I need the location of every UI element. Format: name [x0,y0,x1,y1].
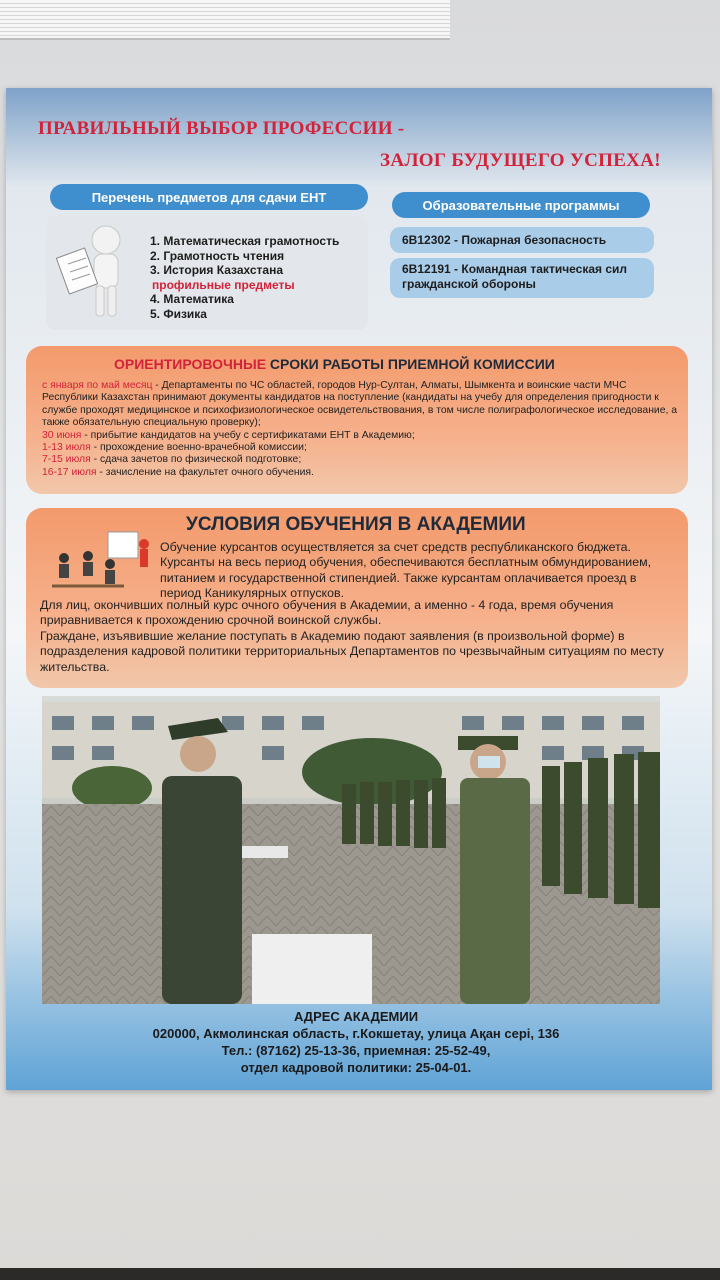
academy-parade-photo [42,696,660,1004]
parade-photo-illustration [42,696,660,1004]
deadline-text: - сдача зачетов по физической подготовке; [90,454,302,466]
classroom-figures-icon [44,530,154,594]
conditions-header: УСЛОВИЯ ОБУЧЕНИЯ В АКАДЕМИИ [186,514,526,535]
deadline-date: 30 июня [42,429,82,441]
deadlines-header-rest: СРОКИ РАБОТЫ ПРИЕМНОЙ КОМИССИИ [266,356,555,372]
subject-item: 3. История Казахстана [150,263,284,278]
poster-title-line1: ПРАВИЛЬНЫЙ ВЫБОР ПРОФЕССИИ - [38,118,405,139]
deadline-date: 16-17 июля [42,466,97,478]
deadlines-header [114,356,555,372]
conditions-panel [26,508,688,688]
paper-stack [0,0,450,40]
conditions-paragraph: Для лиц, окончивших полный курс очного обучения в Академии, а именно - 4 года, время обучения приравнивается к прохождению срочной воинской службы. [40,598,614,628]
poster [6,88,712,1090]
deadlines-list [42,380,678,479]
deadline-text: - зачисление на факультет очного обучения. [96,466,314,478]
program-item: 6B12191 - Командная тактическая сил гражданской обороны [390,258,654,298]
deadline-text: - прибытие кандидатов на учебу с сертификатами ЕНТ в Академию; [81,429,415,441]
ent-subjects-header: Перечень предметов для сдачи ЕНТ [50,184,368,210]
program-item: 6B12302 - Пожарная безопасность [390,227,654,253]
deadline-item [42,454,678,466]
profile-subjects-label: профильные предметы [152,277,295,292]
subject-item: 2. Грамотность чтения [150,248,285,263]
subject-item: 1. Математическая грамотность [150,234,340,248]
address-header: АДРЕС АКАДЕМИИ [293,1009,419,1024]
conditions-paragraphs-block [40,598,680,675]
deadline-item [42,467,678,479]
deadline-text: - прохождение военно-врачебной комиссии; [90,442,307,454]
deadline-item [42,430,678,442]
poster-title-line2: ЗАЛОГ БУДУЩЕГО УСПЕХА! [380,150,661,171]
deadline-text: - Департаменты по ЧС областей, городов Нур-Султан, Алматы, Шымкента и воинские части МЧС Республики Казахстан принимают документы кандидатов на поступление (кандидаты на учебу для определения пригодности к службе проходят медицинское и психофизиологическое освидетельствования, в том числе полиграфологическое исследование, а также обязательную специальную проверку); [42,380,678,429]
deadline-date: 1-13 июля [42,442,91,454]
deadline-date: с января по май месяц [42,380,153,391]
deadline-item [42,442,678,454]
subjects-card [46,216,368,330]
subject-item: 4. Математика [150,292,234,307]
deadline-date: 7-15 июля [42,454,91,466]
deadline-item [42,380,678,430]
subjects-list [150,234,339,322]
conditions-paragraph: Обучение курсантов осуществляется за счет средств республиканского бюджета. Курсанты на весь период обучения, обеспечиваются бесплатным обмундированием, питанием и государственной стипендией. Также курсантам оплачивается проезд в период Каникулярных отпусков. [160,540,652,601]
subject-item: 5. Физика [150,306,207,321]
address-line: 020000, Акмолинская область, г.Кокшетау, улица Ақан сері, 136 [152,1026,560,1041]
deadlines-panel [26,346,688,494]
phone-line: Тел.: (87162) 25-13-36, приемная: 25-52-49, [221,1043,491,1058]
deadlines-header-red: ОРИЕНТИРОВОЧНЫЕ [114,356,267,372]
table-edge [0,1268,720,1280]
hr-phone-line: отдел кадровой политики: 25-04-01. [240,1060,472,1075]
conditions-paragraph: Граждане, изъявившие желание поступать в Академию подают заявления (в произвольной форме) в подразделения кадровой политики территориальных Департаментов по чрезвычайным ситуациям по месту жительства. [40,628,664,674]
checklist-figure-icon [54,222,134,326]
programs-header: Образовательные программы [392,192,650,218]
academy-address [46,1008,666,1076]
